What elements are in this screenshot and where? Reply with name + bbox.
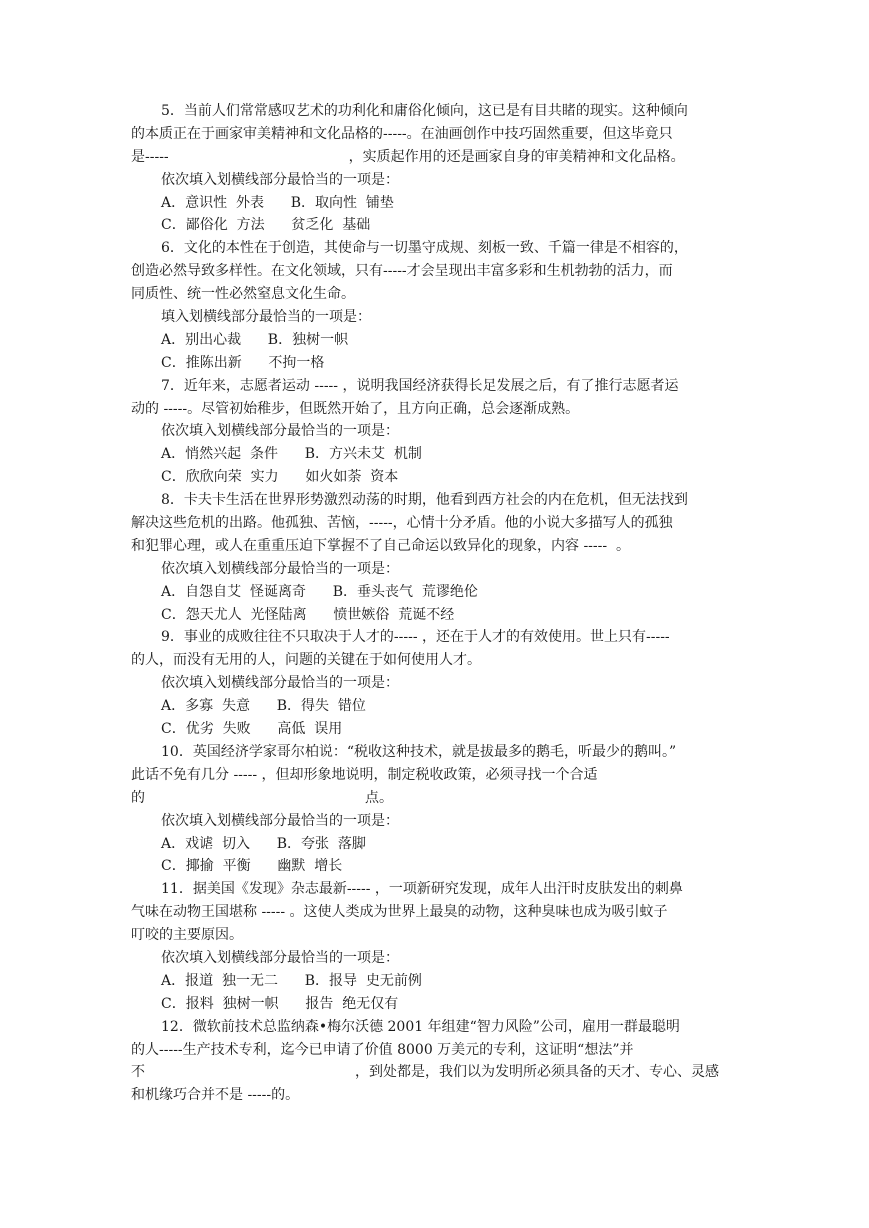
q6-option-cd: C．推陈出新 不拘一格 — [161, 354, 325, 371]
q5-line-3-rest: ，实质起作用的还是画家自身的审美精神和文化品格。 — [348, 148, 685, 165]
q10-option-cd: C．揶揄 平衡 幽默 增长 — [161, 858, 343, 875]
q8-option-cd: C．怨天尤人 光怪陆离 愤世嫉俗 荒诞不经 — [161, 606, 455, 623]
q7-line-2: 动的 -----。尽管初始稚步，但既然开始了，且方向正确，总会逐渐成熟。 — [131, 400, 580, 417]
q5-blank-text: 是----- — [131, 148, 169, 165]
q11-line-2: 气味在动物王国堪称 ----- 。这使人类成为世界上最臭的动物，这种臭味也成为吸引蚊子 — [131, 904, 668, 921]
q9-instruction: 依次填入划横线部分最恰当的一项是： — [161, 675, 399, 692]
q8-line-1: 8．卡夫卡生活在世界形势激烈动荡的时期，他看到西方社会的内在危机，但无法找到 — [161, 492, 688, 509]
q8-line-3: 和犯罪心理，或人在重重压迫下掌握不了自己命运以致异化的现象，内容 ----- 。 — [131, 537, 631, 554]
q6-option-ab: A．别出心裁 B．独树一帜 — [161, 331, 349, 348]
q10-line-3-start: 的 — [131, 789, 145, 806]
q12-line-3-start: 不 — [131, 1064, 145, 1081]
q5-option-ab: A．意识性 外表 B．取向性 铺垫 — [161, 194, 394, 211]
q12-line-4: 和机缘巧合并不是 -----的。 — [131, 1087, 300, 1104]
q11-option-ab: A．报道 独一无二 B．报导 史无前例 — [161, 972, 422, 989]
q10-option-ab: A．戏谑 切入 B．夸张 落脚 — [161, 835, 366, 852]
q10-instruction: 依次填入划横线部分最恰当的一项是： — [161, 812, 399, 829]
q7-instruction: 依次填入划横线部分最恰当的一项是： — [161, 423, 399, 440]
q5-instruction: 依次填入划横线部分最恰当的一项是： — [161, 171, 399, 188]
q9-line-1: 9．事业的成败往往不只取决于人才的----- ，还在于人才的有效使用。世上只有----- — [161, 629, 670, 646]
q6-line-3: 同质性、统一性必然窒息文化生命。 — [131, 286, 355, 303]
q6-instruction: 填入划横线部分最恰当的一项是： — [161, 309, 371, 326]
document-page — [131, 100, 737, 1107]
q12-line-3 — [131, 1061, 737, 1084]
q5-line-3 — [131, 146, 737, 169]
q6-line-2: 创造必然导致多样性。在文化领域，只有-----才会呈现出丰富多彩和生机勃勃的活力，而 — [131, 263, 673, 280]
q11-instruction: 依次填入划横线部分最恰当的一项是： — [161, 949, 399, 966]
q9-option-ab: A．多寡 失意 B．得失 错位 — [161, 698, 366, 715]
q8-line-2: 解决这些危机的出路。他孤独、苦恼，-----，心情十分矛盾。他的小说大多描写人的孤独 — [131, 515, 673, 532]
q6-line-1: 6．文化的本性在于创造，其使命与一切墨守成规、刻板一致、千篇一律是不相容的， — [161, 240, 688, 257]
q7-option-cd: C．欣欣向荣 实力 如火如荼 资本 — [161, 469, 399, 486]
q11-line-1: 11．据美国《发现》杂志最新----- ，一项新研究发现，成年人出汗时皮肤发出的刺鼻 — [161, 881, 683, 898]
q12-line-2: 的人-----生产技术专利，迄今已申请了价值 8000 万美元的专利，这证明“想法”并 — [131, 1041, 634, 1058]
q8-instruction: 依次填入划横线部分最恰当的一项是： — [161, 560, 399, 577]
q10-line-2: 此话不免有几分 ----- ，但却形象地说明，制定税收政策，必须寻找一个合适 — [131, 766, 598, 783]
q12-line-1: 12．微软前技术总监纳森•梅尔沃德 2001 年组建“智力风险”公司，雇用一群最聪明 — [161, 1018, 680, 1035]
q7-line-1: 7．近年来，志愿者运动 ----- ，说明我国经济获得长足发展之后，有了推行志愿者运 — [161, 377, 679, 394]
q10-line-3 — [131, 787, 737, 810]
q12-line-3-rest: ，到处都是，我们以为发明所必须具备的天才、专心、灵感 — [355, 1064, 719, 1081]
q5-line-1: 5．当前人们常常感叹艺术的功利化和庸俗化倾向，这已是有目共睹的现实。这种倾向 — [161, 103, 688, 119]
q11-option-cd: C．报料 独树一帜 报告 绝无仅有 — [161, 995, 399, 1012]
q9-option-cd: C．优劣 失败 高低 误用 — [161, 721, 343, 738]
q9-line-2: 的人，而没有无用的人，问题的关键在于如何使用人才。 — [131, 652, 481, 669]
q7-option-ab: A．悄然兴起 条件 B．方兴未艾 机制 — [161, 446, 422, 463]
q10-line-1: 10．英国经济学家哥尔柏说：“税收这种技术，就是拔最多的鹅毛，听最少的鹅叫。” — [161, 743, 677, 760]
q10-line-3-end: 点。 — [365, 789, 393, 806]
q8-option-ab: A．自怨自艾 怪诞离奇 B．垂头丧气 荒谬绝伦 — [161, 583, 478, 600]
q5-line-2: 的本质正在于画家审美精神和文化品格的-----。在油画创作中技巧固然重要，但这毕竟只 — [131, 125, 673, 142]
q11-line-3: 叮咬的主要原因。 — [131, 927, 243, 944]
q5-option-cd: C．鄙俗化 方法 贫乏化 基础 — [161, 217, 371, 234]
